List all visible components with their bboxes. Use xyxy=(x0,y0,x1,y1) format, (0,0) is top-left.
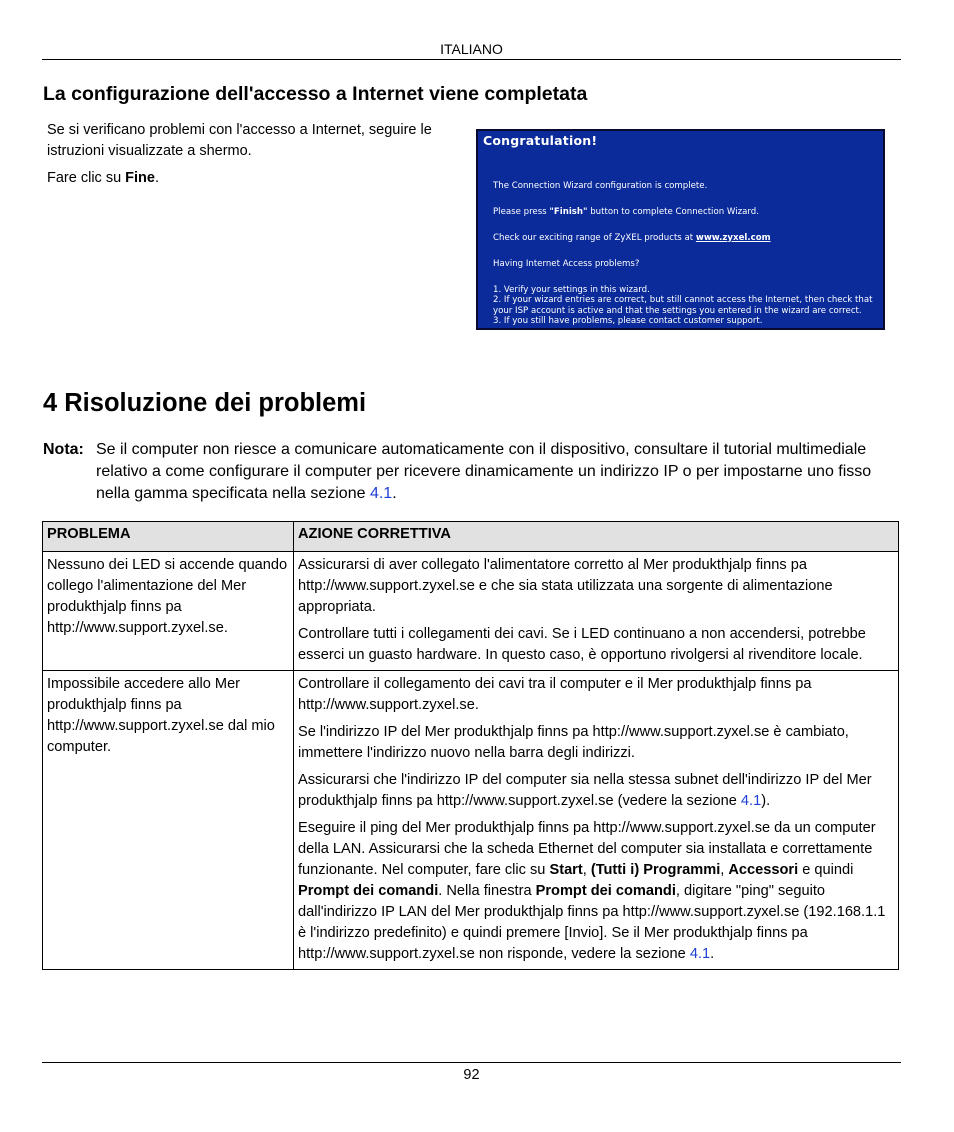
row2-action-3-end: ). xyxy=(761,793,771,809)
note-label: Nota: xyxy=(43,441,84,458)
wizard-line-finish xyxy=(493,207,759,218)
intro-p2-prefix: Fare clic su xyxy=(47,170,126,186)
row2-action-4 xyxy=(298,818,894,965)
row2-action-4-comma1: , xyxy=(582,862,591,878)
row2-action-4-window: . Nella finestra xyxy=(438,883,536,899)
wizard-zyxel-link[interactable]: www.zyxel.com xyxy=(695,233,771,243)
wizard-line-finish-suffix: button to complete Connection Wizard. xyxy=(587,207,759,217)
chapter-title: 4 Risoluzione dei problemi xyxy=(43,389,367,417)
note-text: Se il computer non riesce a comunicare automaticamente con il dispositivo, consultare il tutorial multimediale relativo a come configurare il computer per ricevere dinamicamente un indirizzo IP o per impostarne uno fisso nella gamma specificata nella sezione xyxy=(96,441,872,502)
row2-action-4-and: e quindi xyxy=(798,862,854,878)
wizard-line-complete: The Connection Wizard configuration is complete. xyxy=(493,181,708,191)
header-action: AZIONE CORRETTIVA xyxy=(294,522,899,552)
note-end: . xyxy=(392,485,397,502)
row2-action xyxy=(294,671,899,970)
wizard-finish-word: "Finish" xyxy=(549,207,588,217)
row2-problem: Impossibile accedere allo Mer produkthjalp finns pa http://www.support.zyxel.se dal mio computer. xyxy=(43,671,294,970)
start-label: Start xyxy=(549,862,583,878)
programs-label: (Tutti i) Programmi xyxy=(590,862,721,878)
row2-action-2: Se l'indirizzo IP del Mer produkthjalp finns pa http://www.support.zyxel.se è cambiato, immettere l'indirizzo nuovo nella barra degli indirizzi. xyxy=(298,724,849,761)
row2-action-4-comma2: , xyxy=(720,862,729,878)
intro-p2-suffix: . xyxy=(154,170,160,186)
row2-action-4-end: . xyxy=(710,946,715,962)
wizard-line-products-prefix: Check our exciting range of ZyXEL products at xyxy=(493,233,696,243)
wizard-item-1: 1. Verify your settings in this wizard. xyxy=(493,285,650,295)
table-row xyxy=(43,671,899,970)
prompt-label-2: Prompt dei comandi xyxy=(535,883,676,899)
row2-action-4-b: , digitare "ping" seguito dall'indirizzo IP LAN del Mer produkthjalp finns pa http://www.support.zyxel.se (192.168.1.1 è l'indirizzo predefinito) e quindi premere [Invio]. Se il Mer produkthjalp finns pa http://www.support.zyxel.se non risponde, vedere la sezione xyxy=(298,883,886,962)
note-block xyxy=(43,439,901,505)
row2-action-4-ref[interactable]: 4.1 xyxy=(689,946,711,962)
row2-action-3-ref[interactable]: 4.1 xyxy=(740,793,762,809)
header-rule xyxy=(42,59,901,60)
footer-rule xyxy=(42,1062,901,1063)
note-section-ref[interactable]: 4.1 xyxy=(369,485,393,502)
intro-text xyxy=(47,120,457,195)
wizard-screenshot xyxy=(476,129,885,330)
fine-label: Fine xyxy=(125,170,155,186)
intro-paragraph-1: Se si verificano problemi con l'accesso a Internet, seguire le istruzioni visualizzate a shermo. xyxy=(47,122,432,159)
wizard-item-2: 2. If your wizard entries are correct, but still cannot access the Internet, then check that your ISP account is active and that the settings you entered in the wizard are correct. xyxy=(493,295,873,316)
wizard-line-finish-prefix: Please press xyxy=(493,207,550,217)
header-problem: PROBLEMA xyxy=(43,522,294,552)
row2-action-3-text: Assicurarsi che l'indirizzo IP del computer sia nella stessa subnet dell'indirizzo IP del Mer produkthjalp finns pa http://www.support.zyxel.se (vedere la sezione xyxy=(298,772,872,809)
note-body xyxy=(96,439,901,505)
wizard-title: Congratulation! xyxy=(483,133,598,148)
prompt-label-1: Prompt dei comandi xyxy=(298,883,439,899)
intro-paragraph-2 xyxy=(47,168,457,189)
table-row xyxy=(43,552,899,671)
section-title: La configurazione dell'accesso a Internet viene completata xyxy=(43,83,588,105)
row1-action xyxy=(294,552,899,671)
accessories-label: Accessori xyxy=(728,862,799,878)
wizard-line-problems: Having Internet Access problems? xyxy=(493,259,640,269)
header-language-label: ITALIANO xyxy=(440,41,503,57)
row1-problem: Nessuno dei LED si accende quando collego l'alimentazione del Mer produkthjalp finns pa http://www.support.zyxel.se. xyxy=(43,552,294,671)
row2-action-1: Controllare il collegamento dei cavi tra il computer e il Mer produkthjalp finns pa http://www.support.zyxel.se. xyxy=(298,676,812,713)
table-header-row xyxy=(43,522,899,552)
row1-action-2: Controllare tutti i collegamenti dei cavi. Se i LED continuano a non accendersi, potrebbe esserci un guasto hardware. In questo caso, è opportuno rivolgersi al rivenditore locale. xyxy=(298,626,866,663)
row1-action-1: Assicurarsi di aver collegato l'alimentatore corretto al Mer produkthjalp finns pa http://www.support.zyxel.se e che sia stata utilizzata una sorgente di alimentazione appropriata. xyxy=(298,557,833,615)
row2-action-3 xyxy=(298,770,894,812)
wizard-item-3: 3. If you still have problems, please contact customer support. xyxy=(493,316,763,326)
page-number: 92 xyxy=(463,1067,480,1083)
wizard-line-products xyxy=(493,233,771,244)
troubleshooting-table xyxy=(42,521,899,970)
row2-action-4-a: Eseguire il ping del Mer produkthjalp finns pa http://www.support.zyxel.se da un computer della LAN. Assicurarsi che la scheda Ethernet del computer sia installata e correttamente funzionante. Nel computer, fare clic su xyxy=(298,820,876,878)
